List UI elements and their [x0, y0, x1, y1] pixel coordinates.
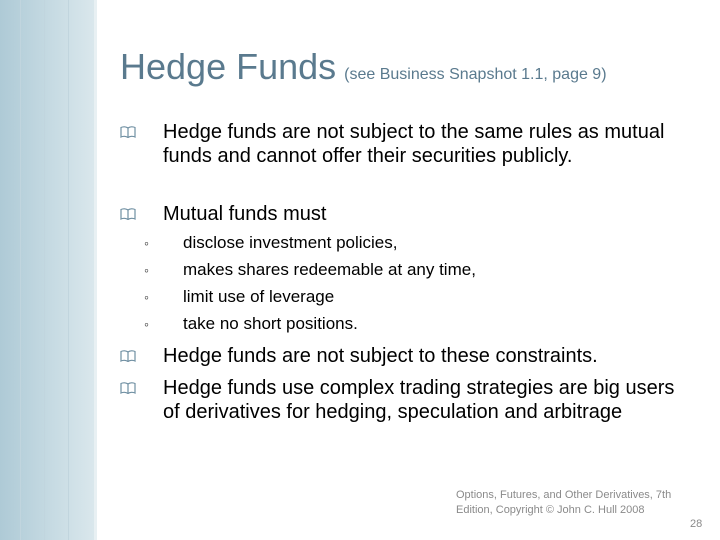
sub-bullet-text: take no short positions. — [183, 314, 358, 333]
bullet-text: Hedge funds are not subject to the same rules as mutual funds and cannot offer their securities publicly. — [163, 121, 665, 167]
copyright-footer: Options, Futures, and Other Derivatives, 7th Edition, Copyright © John C. Hull 2008 — [456, 489, 672, 516]
sub-bullet-item — [144, 287, 644, 307]
page-number: 28 — [690, 518, 703, 530]
sub-bullet-text: disclose investment policies, — [183, 233, 398, 252]
bullet-item — [120, 202, 690, 226]
bullet-text: Mutual funds must — [163, 203, 327, 225]
bullet-text: Hedge funds use complex trading strategies are big users of derivatives for hedging, speculation and arbitrage — [163, 377, 675, 423]
sub-bullet-text: makes shares redeemable at any time, — [183, 260, 476, 279]
title-subtitle: (see Business Snapshot 1.1, page 9) — [344, 66, 607, 83]
book-icon — [120, 208, 136, 220]
book-icon — [120, 382, 136, 394]
circle-bullet-icon: ◦ — [144, 289, 149, 305]
slide-title — [120, 46, 607, 88]
bullet-item — [120, 120, 690, 168]
circle-bullet-icon: ◦ — [144, 262, 149, 278]
sub-bullet-item — [144, 233, 644, 253]
sub-bullet-item — [144, 260, 644, 280]
circle-bullet-icon: ◦ — [144, 235, 149, 251]
bullet-item — [120, 376, 690, 424]
sub-bullet-item — [144, 314, 644, 334]
title-main: Hedge Funds — [120, 46, 337, 87]
decorative-sidebar — [0, 0, 97, 540]
book-icon — [120, 126, 136, 138]
bullet-text: Hedge funds are not subject to these constraints. — [163, 345, 598, 367]
circle-bullet-icon: ◦ — [144, 316, 149, 332]
sub-bullet-text: limit use of leverage — [183, 287, 335, 306]
book-icon — [120, 350, 136, 362]
bullet-item — [120, 344, 690, 368]
